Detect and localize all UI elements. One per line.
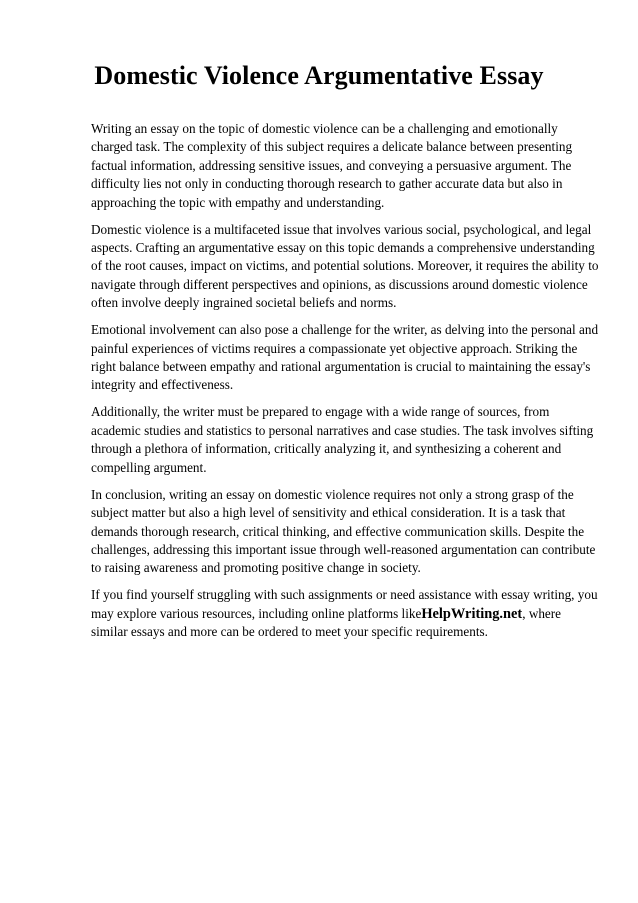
paragraph-6-before-text: If you find yourself struggling with such assignments or need assistance with essay writing, you may explore various resources, including online platforms like <box>91 587 598 621</box>
paragraph-3: Emotional involvement can also pose a challenge for the writer, as delving into the personal and painful experiences of victims requires a compassionate yet objective approach. Striking the right balance between empathy and rational argumentation is crucial to maintaining the essay's integrity and effectiveness. <box>91 322 599 393</box>
helpwriting-link[interactable]: HelpWriting.net <box>421 605 523 622</box>
paragraph-4: Additionally, the writer must be prepared to engage with a wide range of sources, from academic studies and statistics to personal narratives and case studies. The task involves sifting through a plethora of information, critically analyzing it, and synthesizing a coherent and compelling argument. <box>91 404 594 475</box>
paragraph-6 <box>91 586 599 641</box>
paragraph-5: In conclusion, writing an essay on domestic violence requires not only a strong grasp of the subject matter but also a high level of sensitivity and ethical consideration. It is a task that demands thorough research, critical thinking, and effective communication skills. Despite the challenges, addressing this important issue through well-reasoned argumentation can contribute to raising awareness and promoting positive change in society. <box>91 486 596 576</box>
paragraph-6-after-text: , where similar essays and more can be ordered to meet your specific requirements. <box>91 605 562 640</box>
paragraph-2: Domestic violence is a multifaceted issue that involves various social, psychological, and legal aspects. Crafting an argumentative essay on this topic demands a comprehensive understanding of the root causes, impact on victims, and potential solutions. Moreover, it requires the ability to navigate through different perspectives and opinions, as discussions around domestic violence often involve deeply ingrained societal beliefs and norms. <box>91 221 599 311</box>
page-title: Domestic Violence Argumentative Essay <box>94 61 544 90</box>
paragraph-1: Writing an essay on the topic of domestic violence can be a challenging and emotionally charged task. The complexity of this subject requires a delicate balance between presenting factual information, addressing sensitive issues, and conveying a persuasive argument. The difficulty lies not only in conducting thorough research to gather accurate data but also in approaching the topic with empathy and understanding. <box>91 121 573 210</box>
essay-body <box>91 120 599 650</box>
